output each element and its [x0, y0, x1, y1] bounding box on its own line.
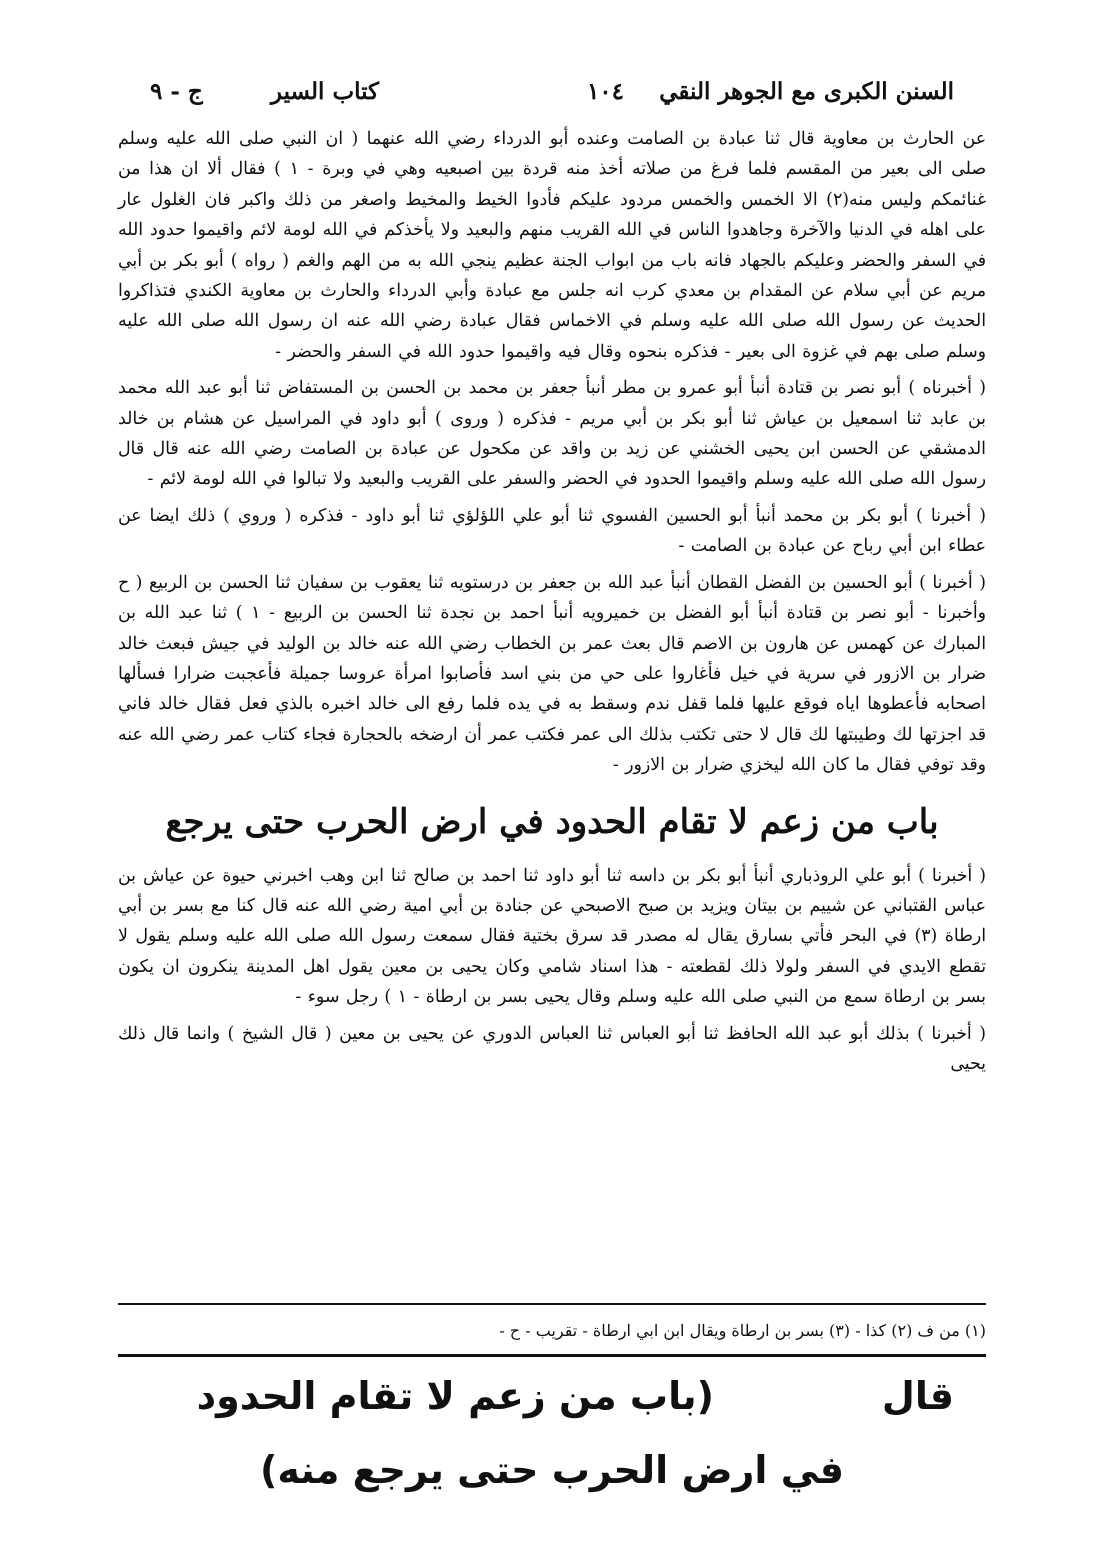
paragraph: ( أخبرناه ) أبو نصر بن قتادة أنبأ أبو عمرو بن مطر أنبأ جعفر بن محمد بن الحسن بن المستفاض ثنا أبو عبد الله محمد بن عابد ثنا اسمعيل بن عياش ثنا أبو بكر بن أبي مريم - فذكره ( وروى ) أبو داود في المراسيل عن هشام بن خالد الدمشقي عن الحسن ابن يحيى الخشني عن زيد بن واقد عن مكحول عن عبادة بن الصامت رضي الله عنه قال قال رسول الله صلى الله عليه وسلم واقيموا الحدود في الحضر والسفر على القريب والبعيد ولا تبالوا في الله لومة لائم - [118, 378, 986, 490]
annotation-title-part1: (باب من زعم لا تقام الحدود [196, 1374, 714, 1418]
header-section: كتاب السير [270, 78, 379, 105]
main-text [118, 124, 986, 1079]
chapter-title: باب من زعم لا تقام الحدود في ارض الحرب حتى يرجع [165, 801, 939, 842]
handwritten-annotation-line2 [0, 1446, 1104, 1498]
annotation-qal: قال [881, 1374, 954, 1418]
header-volume: ج - ٩ [150, 78, 203, 105]
paragraph: ( أخبرنا ) أبو الحسين بن الفضل القطان أنبأ عبد الله بن جعفر بن درستويه ثنا يعقوب بن سفيان ثنا الحسن بن الربيع ( ح وأخبرنا - أبو نصر بن قتادة أنبأ أبو الفضل بن خميرويه أنبأ احمد بن نجدة ثنا الحسن بن الربيع - ١ ) ثنا عبد الله بن المبارك عن كهمس عن هارون بن الاصم قال بعث عمر بن الخطاب رضي الله عنه خالد بن الوليد في جيش فبعث خالد ضرار بن الازور في سرية في خيل فأغاروا على حي من بني اسد فأصابوا امرأة عروسا جميلة فأعجبت ضرارا فسألها اصحابه فأعطوها اياه فوقع عليها فلما قفل ندم وسقط به في يده فلما رفع الى خالد اخبره بالذي فعل فقال خالد فاني قد اجزتها لك وطيبتها لك قال لا حتى تكتب بذلك الى عمر فكتب عمر أن ارضخه بالحجارة فجاء كتاب عمر رضي الله عنه وقد توفي فقال ما كان الله ليخزي ضرار بن الازور - [118, 572, 986, 776]
handwritten-annotation-line1 [0, 1372, 1104, 1424]
paragraph: ( أخبرنا ) أبو علي الروذباري أنبأ أبو بكر بن داسه ثنا أبو داود ثنا احمد بن صالح ثنا ابن وهب اخبرني حيوة عن عياش بن عباس القتباني عن شييم بن بيتان ويزيد بن صبح الاصبحي عن جنادة بن أبي امية رضي الله عنه قال كنا مع بسر بن أبي ارطاة (٣) في البحر فأتي بسارق يقال له مصدر قد سرق بختية فقال سمعت رسول الله صلى الله عليه وسلم يقول لا تقطع الايدي في السفر ولولا ذلك لقطعته - هذا اسناد شامي وكان يحيى بن معين يقول اهل المدينة ينكرون ان يكون بسر بن ارطاة سمع من النبي صلى الله عليه وسلم وقال يحيى بسر بن ارطاة - ١ ) رجل سوء - [118, 865, 986, 1008]
paragraph: ( أخبرنا ) أبو بكر بن محمد أنبأ أبو الحسين الفسوي ثنا أبو علي اللؤلؤي ثنا أبو داود - فذكره ( وروي ) ذلك ايضا عن عطاء ابن أبي رباح عن عبادة بن الصامت - [118, 505, 986, 557]
paragraph: عن الحارث بن معاوية قال ثنا عبادة بن الصامت وعنده أبو الدرداء رضي الله عنهما ( ان النبي صلى الله عليه وسلم صلى الى بعير من المقسم فلما فرغ من صلاته أخذ منه قردة بين اصبعيه وهي في وبرة - ١ ) فقال ألا ان هذا من غنائمكم وليس منه(٢) الا الخمس والخمس مردود عليكم فأدوا الخيط والمخيط واصغر من ذلك واكبر فان الغلول عار على اهله في الدنيا والآخرة وجاهدوا الناس في الله القريب منهم والبعيد ولا يأخذكم في الله لومة لائم واقيموا حدود الله في السفر والحضر وعليكم بالجهاد فانه باب من ابواب الجنة عظيم ينجي الله به من الهم والغم ( رواه ) أبو بكر بن أبي مريم عن أبي سلام عن المقدام بن معدي كرب انه جلس مع عبادة وأبي الدرداء والحارث بن معاوية الكندي فتذاكروا الحديث عن رسول الله صلى الله عليه وسلم في الاخماس فقال عبادة رضي الله عنه ان رسول الله صلى الله عليه وسلم صلى بهم في غزوة الى بعير - فذكره بنحوه وقال فيه واقيموا حدود الله في السفر والحضر - [118, 129, 986, 362]
annotation-title-part2: في ارض الحرب حتى يرجع منه) [259, 1448, 845, 1492]
footnotes: (١) من ف (٢) كذا - (٣) بسر بن ارطاة ويقال ابن ابي ارطاة - تقريب - ح - [499, 1321, 986, 1340]
header-page-number: ١٠٤ [586, 78, 624, 105]
page-end-divider [118, 1354, 986, 1357]
running-header [150, 78, 954, 118]
header-book-title: السنن الكبرى مع الجوهر النقي [659, 78, 954, 105]
footnote-divider [118, 1303, 986, 1305]
paragraph: ( أخبرنا ) بذلك أبو عبد الله الحافظ ثنا أبو العباس ثنا العباس الدوري عن يحيى بن معين ( قال الشيخ ) وانما قال ذلك يحيى [118, 1023, 986, 1074]
